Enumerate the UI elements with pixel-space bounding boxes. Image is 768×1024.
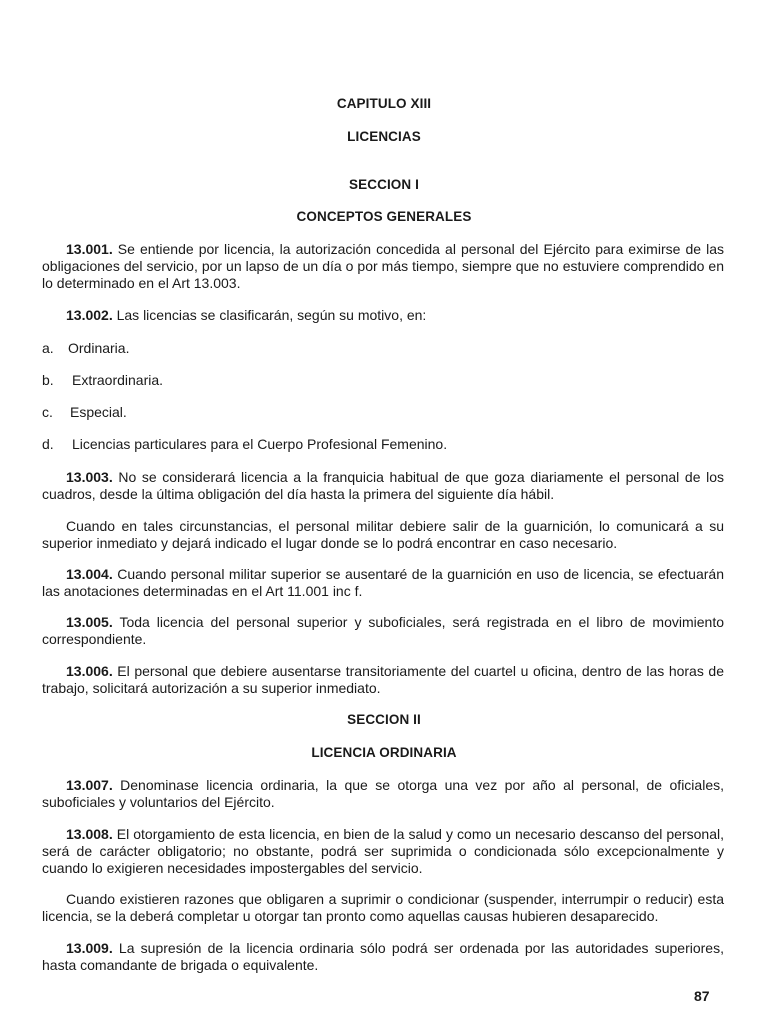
list-item-a bbox=[42, 340, 129, 357]
article-number: 13.006. bbox=[66, 663, 113, 679]
section-1-subtitle: CONCEPTOS GENERALES bbox=[296, 209, 472, 224]
article-number: 13.002. bbox=[66, 307, 113, 323]
list-item-text: Especial. bbox=[70, 404, 127, 420]
list-item-c bbox=[42, 404, 127, 421]
list-item-label: b. bbox=[42, 372, 54, 388]
article-text: Denominase licencia ordinaria, la que se otorga una vez por año al personal, de oficiales, suboficiales y voluntarios del Ejército. bbox=[42, 777, 724, 810]
paragraph-13006 bbox=[42, 663, 724, 697]
paragraph-13009 bbox=[42, 940, 724, 974]
paragraph-13005 bbox=[42, 614, 724, 648]
article-number: 13.001. bbox=[66, 241, 113, 257]
article-text: Cuando personal militar superior se ausentaré de la guarnición en uso de licencia, se efectuarán las anotaciones determinadas en el Art 11.001 inc f. bbox=[42, 566, 724, 599]
list-item-text: Extraordinaria. bbox=[72, 372, 164, 388]
article-number: 13.003. bbox=[66, 469, 113, 485]
list-item-b bbox=[42, 372, 163, 389]
paragraph-13001 bbox=[42, 241, 724, 292]
list-item-text: Licencias particulares para el Cuerpo Profesional Femenino. bbox=[72, 436, 448, 452]
page-number: 87 bbox=[694, 988, 710, 1004]
article-text: El otorgamiento de esta licencia, en bien de la salud y como un necesario descanso del personal, será de carácter obligatorio; no obstante, podrá ser suprimida o condicionada sólo excepcionalmente y cuando lo exigieren necesidades impostergables del servicio. bbox=[42, 826, 724, 876]
paragraph-13007 bbox=[42, 777, 724, 811]
paragraph-13002 bbox=[42, 307, 724, 324]
paragraph-13008-b: Cuando existieren razones que obligaren a suprimir o condicionar (suspender, interrumpir o reducir) esta licencia, se la deberá completar u otorgar tan pronto como aquellas causas hubieren desaparecido. bbox=[42, 891, 724, 924]
article-number: 13.007. bbox=[66, 777, 113, 793]
article-number: 13.005. bbox=[66, 614, 113, 630]
article-number: 13.008. bbox=[66, 826, 113, 842]
list-item-text: Ordinaria. bbox=[68, 340, 130, 356]
list-item-label: a. bbox=[42, 340, 54, 356]
chapter-subtitle: LICENCIAS bbox=[347, 129, 421, 144]
list-item-label: c. bbox=[42, 404, 53, 420]
article-text: La supresión de la licencia ordinaria sólo podrá ser ordenada por las autoridades superiores, hasta comandante de brigada o equivalente. bbox=[42, 940, 724, 973]
section-1-title: SECCION I bbox=[349, 177, 419, 192]
paragraph-13003 bbox=[42, 469, 724, 503]
section-2-title: SECCION II bbox=[347, 712, 421, 727]
article-number: 13.009. bbox=[66, 940, 113, 956]
list-item-d bbox=[42, 436, 447, 453]
article-text: Las licencias se clasificarán, según su motivo, en: bbox=[112, 307, 427, 323]
article-text: El personal que debiere ausentarse transitoriamente del cuartel u oficina, dentro de las horas de trabajo, solicitará autorización a su superior inmediato. bbox=[42, 663, 724, 696]
article-text: Se entiende por licencia, la autorización concedida al personal del Ejército para eximirse de las obligaciones del servicio, por un lapso de un día o por más tiempo, siempre que no estuviere comprendido en lo determinado en el Art 13.003. bbox=[42, 241, 724, 291]
paragraph-13003-b: Cuando en tales circunstancias, el personal militar debiere salir de la guarnición, lo comunicará a su superior inmediato y dejará indicado el lugar donde se lo podrá encontrar en caso necesario. bbox=[42, 518, 724, 551]
article-number: 13.004. bbox=[66, 566, 113, 582]
article-text: No se considerará licencia a la franquicia habitual de que goza diariamente el personal de los cuadros, desde la última obligación del día hasta la primera del siguiente día hábil. bbox=[42, 469, 724, 502]
chapter-title: CAPITULO XIII bbox=[336, 96, 432, 111]
list-item-label: d. bbox=[42, 436, 54, 452]
article-text: Toda licencia del personal superior y suboficiales, será registrada en el libro de movimiento correspondiente. bbox=[42, 614, 724, 647]
paragraph-13008 bbox=[42, 826, 724, 877]
paragraph-13004 bbox=[42, 566, 724, 600]
section-2-subtitle: LICENCIA ORDINARIA bbox=[311, 745, 457, 760]
